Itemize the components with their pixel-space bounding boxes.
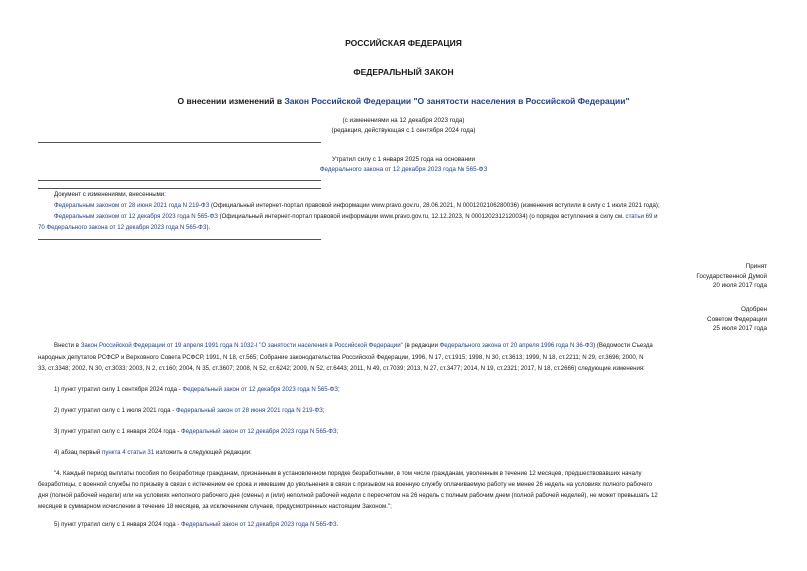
void-notice-link[interactable]: Федерального закона от 12 декабря 2023 года № 565-ФЗ xyxy=(319,166,488,173)
item-1-link[interactable]: Федеральный закон от 12 декабря 2023 года N 565-ФЗ xyxy=(182,386,338,393)
intro-text: Внести в xyxy=(54,342,81,349)
change-item-2-text: (Официальный интернет-портал правовой информации www.pravo.gov.ru, 12.12.2023, N 0001202312120034) (о порядке вступления в силу см. xyxy=(217,213,626,220)
item-2-end: ; xyxy=(322,407,325,414)
quote-line-4: месяцев в суммарном исчислении в течение 18 месяцев, за исключением случаев, предусмотренных настоящим Законом."; xyxy=(38,503,392,510)
change-item-2-cont xyxy=(38,224,210,231)
change-item-2 xyxy=(54,213,658,220)
quote-line-3: дня (полной рабочей недели) или на условиях неполного рабочего дня (смены) и (или) неполной рабочей недели с пересчетом на 26 недель с полным рабочим днем (полной рабочей неделей), не может превышать 12 xyxy=(38,492,658,499)
void-notice-text: Утратил силу с 1 января 2025 года на основании xyxy=(331,156,476,163)
item-3-text: 3) пункт утратил силу с 1 января 2024 года - xyxy=(54,428,182,435)
item-3-link[interactable]: Федеральный закон от 12 декабря 2023 года N 565-ФЗ xyxy=(181,428,337,435)
item-3-end: ; xyxy=(336,428,339,435)
intro-line-1 xyxy=(54,342,653,349)
country-heading: РОССИЙСКАЯ ФЕДЕРАЦИЯ xyxy=(345,38,462,48)
change-item-1-link[interactable]: Федеральным законом от 28 июня 2021 года N 219-ФЗ xyxy=(54,202,210,209)
change-item-2-end: ). xyxy=(206,224,211,231)
item-2-link[interactable]: Федеральный закон от 28 июня 2021 года N 219-ФЗ xyxy=(175,407,323,414)
change-item-1-text: (Официальный интернет-портал правовой информации www.pravo.gov.ru, 28.06.2021, N 0001202106280036) (изменения вступили в силу с 1 июля 2021 года); xyxy=(209,202,660,209)
divider xyxy=(38,239,321,240)
intro-text: ) (Ведомости Съезда xyxy=(593,342,653,349)
change-item-2-link[interactable]: Федеральным законом от 12 декабря 2023 года N 565-ФЗ xyxy=(54,213,218,220)
title-prefix: О внесении изменений в xyxy=(177,96,285,106)
adoption-council xyxy=(707,305,767,334)
divider xyxy=(38,142,321,143)
item-5-end: . xyxy=(336,521,339,528)
article-31-link[interactable]: пункта 4 статьи 31 xyxy=(102,449,155,456)
duma-date: 20 июля 2017 года xyxy=(712,282,767,289)
council-label: Советом Федерации xyxy=(707,315,767,323)
item-5-text: 5) пункт утратил силу с 1 января 2024 года - xyxy=(54,521,182,528)
change-item-1 xyxy=(54,202,660,209)
change-item-2-and: и xyxy=(652,213,658,220)
item-4-text: 4) абзац первый xyxy=(54,449,103,456)
item-2 xyxy=(54,407,325,414)
title-law-link[interactable]: Закон Российской Федерации "О занятости населения в Российской Федерации" xyxy=(284,96,630,106)
quote-line-2: безработицы, с военной службы по призыву в связи с истечением ее срока и имевшим до увольнения в связи с призывом на военную службу оплачиваемую работу не менее 26 недель на условиях полного рабочего xyxy=(38,481,653,488)
council-date: 25 июля 2017 года xyxy=(712,325,767,332)
law-1996-link[interactable]: Федерального закона от 20 апреля 1996 года N 36-ФЗ xyxy=(439,342,594,349)
adoption-duma xyxy=(696,262,767,291)
edition-note-current: (редакция, действующая с 1 сентября 2024 года) xyxy=(331,127,476,134)
item-3 xyxy=(54,428,338,435)
item-5 xyxy=(54,521,338,528)
divider xyxy=(38,188,321,189)
intro-line-3: 33, ст.3348; 2002, N 30, ст.3033; 2003, N 2, ст.160; 2004, N 35, ст.3607; 2008, N 52, ст.6242; 2009, N 52, ст.6443; 2011, N 49, ст.7039; 2013, N 27, ст.3477; 2014, N 19, ст.2321; 2017, N 18, ст.2666) следующие изменения: xyxy=(38,365,645,372)
law-type-heading: ФЕДЕРАЛЬНЫЙ ЗАКОН xyxy=(353,67,454,77)
intro-text: (в редакции xyxy=(402,342,440,349)
item-4 xyxy=(54,449,252,456)
article-69-link[interactable]: статьи 69 xyxy=(625,213,653,220)
item-1-text: 1) пункт утратил силу 1 сентября 2024 года - xyxy=(54,386,183,393)
changes-heading: Документ с изменениями, внесенными: xyxy=(54,191,166,198)
document-title xyxy=(0,96,807,106)
law-1991-link[interactable]: Закон Российской Федерации от 19 апреля 1991 года N 1032-I "О занятости населения в Российской Федерации" xyxy=(80,342,403,349)
divider xyxy=(38,180,321,181)
item-1 xyxy=(54,386,340,393)
item-2-text: 2) пункт утратил силу с 1 июля 2021 года - xyxy=(54,407,176,414)
edition-note-changes: (с изменениями на 12 декабря 2023 года) xyxy=(342,117,465,124)
quote-line-1: "4. Каждый период выплаты пособия по безработице гражданам, признанным в установленном порядке безработными, в том числе гражданам, уволенным в течение 12 месяцев, предшествовавших началу xyxy=(54,470,642,477)
duma-label: Государственной Думой xyxy=(696,272,767,280)
item-5-link[interactable]: Федеральный закон от 12 декабря 2023 года N 565-ФЗ xyxy=(181,521,337,528)
accepted-label: Принят xyxy=(745,263,767,270)
intro-line-2: народных депутатов РСФСР и Верховного Совета РСФСР, 1991, N 18, ст.565; Собрание законодательства Российской Федерации, 1996, N 17, ст.1915; 1998, N 30, ст.3613; 1999, N 18, ст.2211; N 29, ст.3696; 2000, N xyxy=(38,354,644,361)
item-4-end: изложить в следующей редакции: xyxy=(154,449,252,456)
approved-label: Одобрен xyxy=(740,306,767,313)
article-70-link[interactable]: 70 Федерального закона от 12 декабря 2023 года N 565-ФЗ xyxy=(38,224,207,231)
item-1-end: ; xyxy=(337,386,340,393)
